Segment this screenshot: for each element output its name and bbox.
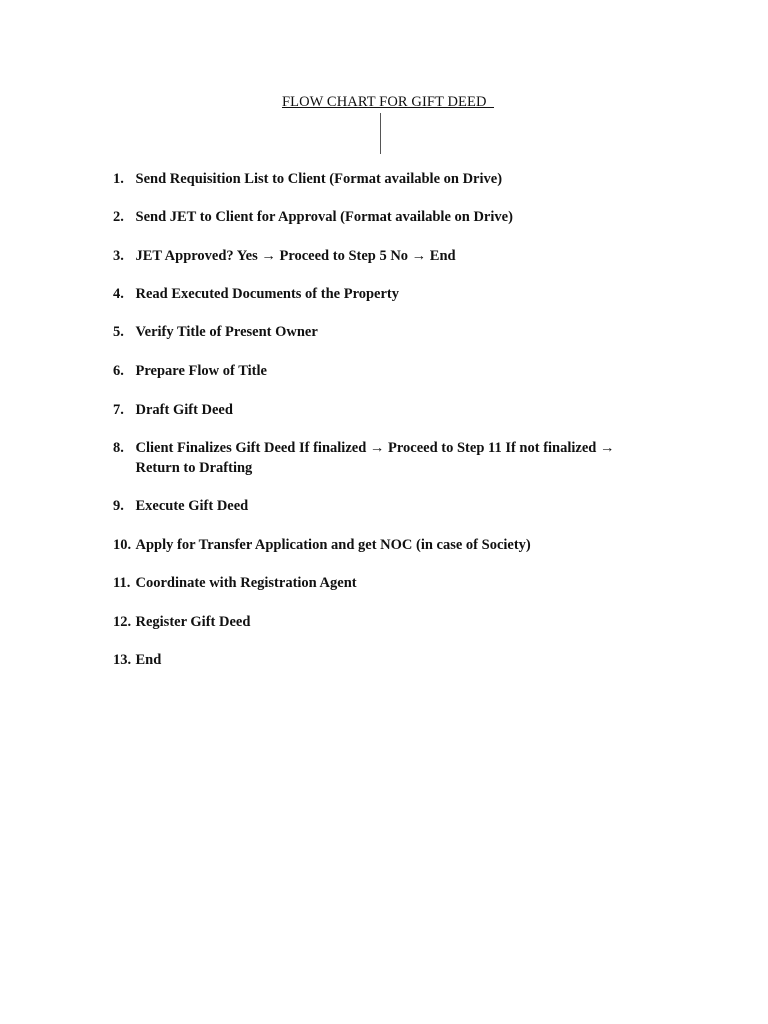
step-item-4 [113,285,653,305]
step-text: Draft Gift Deed [135,402,233,418]
step-number: 5. [113,324,124,340]
step-text: Send JET to Client for Approval (Format available on Drive) [135,209,513,225]
step-item-13 [113,651,653,671]
step-item-6 [113,362,653,382]
step-number: 9. [113,498,124,514]
step-text: Coordinate with Registration Agent [135,575,357,591]
step-item-3 [113,247,653,267]
step-item-2 [113,208,653,228]
step-text: Execute Gift Deed [135,498,249,514]
step-text: Apply for Transfer Application and get NOC (in case of Society) [135,537,531,553]
step-text: JET Approved? Yes → Proceed to Step 5 No → End [135,248,456,264]
step-number: 12. [113,614,132,630]
step-item-12 [113,613,653,633]
step-number: 3. [113,248,124,264]
step-text: Send Requisition List to Client (Format available on Drive) [135,171,503,187]
step-item-7 [113,401,653,421]
step-number: 11. [113,575,131,591]
step-item-11 [113,574,653,594]
step-number: 10. [113,537,132,553]
step-text: Prepare Flow of Title [135,363,267,379]
step-item-1 [113,170,653,190]
step-item-9 [113,497,653,517]
step-item-8 [113,439,653,478]
document-title: FLOW CHART FOR GIFT DEED [281,94,494,110]
step-text: Read Executed Documents of the Property [135,286,400,302]
step-number: 4. [113,286,124,302]
connector-line [380,113,381,154]
step-item-5 [113,323,653,343]
step-item-10 [113,536,653,556]
step-text: Verify Title of Present Owner [135,324,318,340]
step-text: Client Finalizes Gift Deed If finalized → Proceed to Step 11 If not finalized → Return to Drafting [135,440,615,476]
step-number: 13. [113,652,132,668]
step-number: 2. [113,209,124,225]
step-text: End [135,652,162,668]
step-text: Register Gift Deed [135,614,251,630]
step-number: 6. [113,363,124,379]
step-number: 8. [113,440,124,456]
step-number: 1. [113,171,124,187]
step-number: 7. [113,402,124,418]
